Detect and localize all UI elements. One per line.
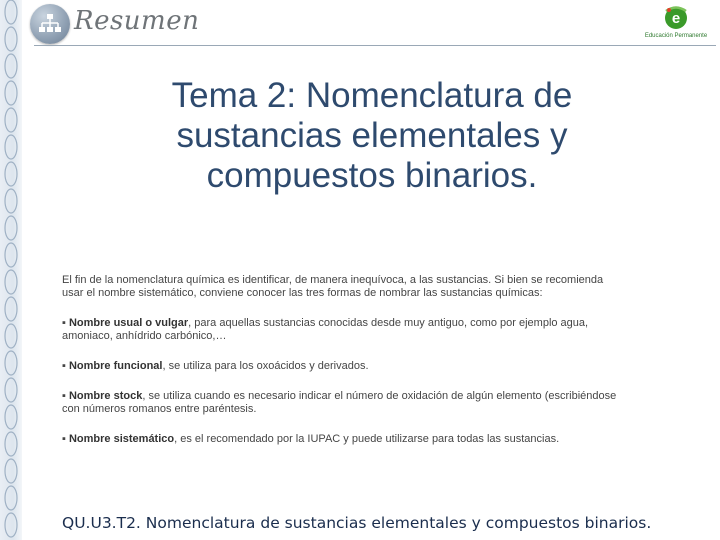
bullet: ▪ (62, 317, 66, 329)
bullet: ▪ (62, 433, 66, 445)
e-logo-icon (636, 2, 716, 34)
bullet: ▪ (62, 360, 66, 372)
logo-caption: Educación Permanente (644, 33, 708, 39)
sitemap-icon (30, 4, 70, 44)
title-line: compuestos binarios. (206, 156, 538, 195)
summary-content (62, 274, 622, 463)
page-title (96, 76, 648, 196)
item-text: , se utiliza para los oxoácidos y derivados. (162, 360, 369, 372)
list-item (62, 317, 622, 343)
list-item (62, 360, 622, 373)
list-item (62, 390, 622, 416)
header-divider (34, 45, 716, 46)
item-term: Nombre stock (68, 390, 143, 402)
bullet: ▪ (62, 390, 66, 402)
item-text: , para aquellas sustancias conocidas desde muy antiguo, como por ejemplo agua, amoniaco, anhídrido carbónico,… (62, 317, 589, 342)
item-text: , es el recomendado por la IUPAC y puede utilizarse para todas las sustancias. (174, 433, 560, 445)
title-line: Tema 2: Nomenclatura de (171, 76, 573, 115)
item-term: Nombre usual o vulgar (68, 317, 189, 329)
item-text: , se utiliza cuando es necesario indicar el número de oxidación de algún elemento (escribiéndose con números romanos entre paréntesis. (62, 390, 617, 415)
svg-text:e: e (671, 10, 681, 27)
title-line: sustancias elementales y (176, 116, 568, 155)
item-term: Nombre sistemático (68, 433, 175, 445)
decorative-left-border (0, 0, 22, 540)
footer-title: QU.U3.T2. Nomenclatura de sustancias elementales y compuestos binarios. (62, 514, 652, 532)
section-title: Resumen (74, 6, 200, 36)
educacion-permanente-logo (636, 2, 716, 42)
list-item (62, 433, 622, 446)
intro-paragraph: El fin de la nomenclatura química es identificar, de manera inequívoca, a las sustancias. Si bien se recomienda usar el nombre sistemático, conviene conocer las tres formas de nombrar las sustancias químicas: (62, 274, 604, 299)
item-term: Nombre funcional (68, 360, 163, 372)
